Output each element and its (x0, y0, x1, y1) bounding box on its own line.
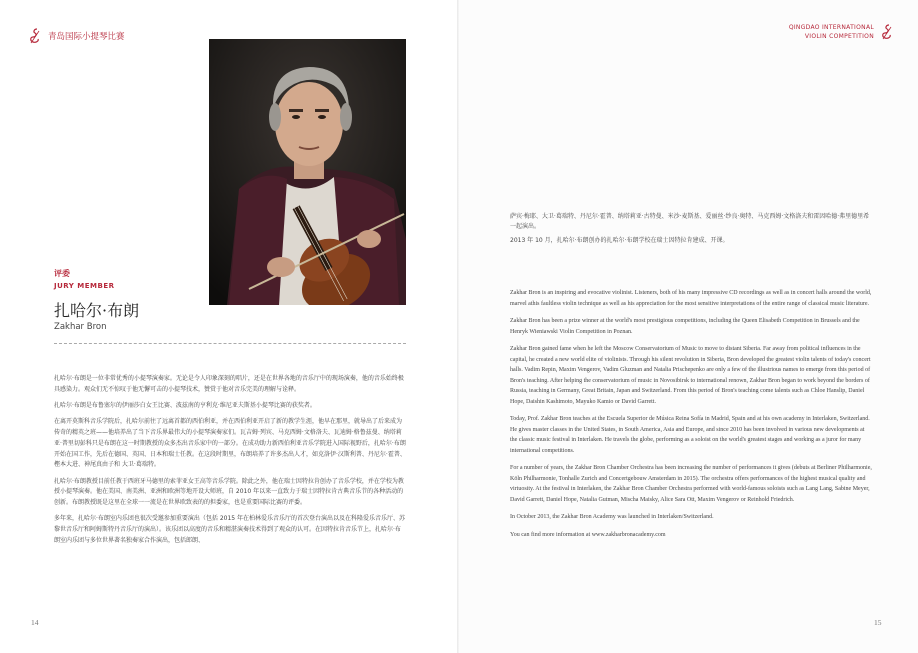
bio-paragraph-en: Today, Prof. Zakhar Bron teaches at the Escuela Superior de Música Reina Sofía in Madrid, Spain and at his own academy in Interlaken, Switzerland. He gives master classes in the United States, in South America, Asia and Europe, and since 2010 has been involved in various new developments at the classic music festival in Interlaken. He travels the globe, performing as a soloist on the world's greatest stages and working as a juror for many international competitions. (510, 416, 870, 454)
right-header (789, 24, 894, 41)
jury-name-en: Zakhar Bron (54, 322, 107, 332)
violin-logo-icon (28, 28, 42, 44)
bio-paragraph: 扎哈尔·布朗是布鲁塞尔的伊丽莎白女王比赛、波兹南的亨利克·维尼亚夫斯基小提琴比赛的获奖者。 (54, 401, 316, 409)
portrait-photo (209, 39, 406, 305)
bio-paragraph-en: For a number of years, the Zakhar Bron Chamber Orchestra has been increasing the number of performances it gives (debuts at Berliner Philharmonie, Köln Philharmonie, Tonhalle Zurich and Concertgebouw Amsterdam in 2015). The orchestra offers performances of the highest musical quality and virtuosity. At the festival in Interlaken, the Zakhar Bron Chamber Orchestra performed with world-famous soloists such as Lang Lang, Sabine Meyer, David Garrett, Daniel Hope, Natalia Gutman, Mischa Maisky, Alice Sara Ott, Maxim Vengerov or Reinhold Friedrich. (510, 465, 872, 503)
right-header-line1: QINGDAO INTERNATIONAL (788, 24, 874, 31)
right-header-title (789, 24, 874, 41)
page-number-right: 15 (874, 618, 882, 627)
bio-paragraph-en: Zakhar Bron has been a prize winner at the world's most prestigious competitions, including the Queen Elisabeth Competition in Brussels and the Henryk Wieniawski Violin Competition in Poznan. (510, 318, 860, 335)
page-number-left: 14 (31, 618, 39, 627)
bio-paragraph: 扎哈尔·布朗是一位非常优秀的小提琴演奏家。无论是令人印象深刻的唱片，还是在世界各地的音乐厅中的现场演奏，他的音乐始终极具感染力。观众们无不惊叹于他无懈可击的小提琴技术，赞赏于他对音乐完美的理解与诠释。 (54, 375, 404, 393)
bio-paragraph-en: Zakhar Bron gained fame when he left the Moscow Conservatorium of Music to move to distant Siberia. Far away from political influences in the capital, he created a new world elite of violinists. Through his silent revolution in Siberia, Bron developed the greatest violin talents of today's concert halls. Vadim Repin, Maxim Vengerov, Vadim Gluzman and Natalia Prischepenko are only a few of the illustrious names to emerge from this period of Bron's teaching. After helping the conservatorium of music in Novosibirsk to international renown, Zakhar Bron began to work beyond the borders of Russia, teaching in Germany, Great Britain, Japan and Switzerland. From this period of Bron's teaching come talents such as Chloe Hanslip, Daniel Hope, Daishin Kashimoto, Mayuko Kamio or David Garrett. (510, 346, 871, 405)
biography-cn (54, 374, 406, 552)
portrait-illustration (209, 39, 406, 305)
right-header-line2: VIOLIN COMPETITION (804, 32, 874, 40)
biography-en (510, 288, 872, 547)
biography-cn-continued (510, 212, 872, 250)
jury-label-cn: 评委 (54, 269, 70, 278)
bio-paragraph: 2013 年 10 月，扎哈尔·布朗创办的扎哈尔·布朗学校在瑞士因特拉肯建成、开课。 (510, 237, 729, 244)
bio-paragraph-en: In October 2013, the Zakhar Bron Academy was launched in Interlaken/Switzerland. (510, 514, 714, 520)
bio-paragraph: 在离开莫斯科音乐学院后，扎哈尔前往了远离首都的西伯利亚，并在西伯利亚开启了新的教学生涯，他早在那里，就导出了后来成为传奇的精英之班——他培养出了当下音乐界最伟大的小提琴演奏家们。瓦吉姆·列宾、马克西姆·文格洛夫、瓦迪姆·格鲁兹曼、纳塔莉亚·普里切彭科只是布朗在这一时期教授的众多杰出音乐家中的一部分。在成功助力新西伯利亚音乐学院进入国际视野后，扎哈尔·布朗开始在国工作，先后在德国、英国、日本和瑞士任教。在这段时期里，布朗培养了许多杰出人才，如克洛伊·汉斯利普、丹尼尔·霍普、樫本大进、神尾真由子和 大卫·葛瑞特。 (54, 418, 406, 469)
bio-paragraph-en: You can find more information at www.zakharbronacademy.com (510, 531, 666, 538)
violin-logo-icon (880, 24, 894, 40)
left-header-title: 青岛国际小提琴比赛 (48, 32, 125, 42)
bio-paragraph-en: Zakhar Bron is an inspiring and evocative violinist. Listeners, both of his many impressive CD recordings as well as in concert halls around the world, marvel athis faultless violin technique as well as his appreciation for the most sensitive interpretations of the entire range of classical music literature. (510, 290, 872, 307)
jury-name-cn: 扎哈尔·布朗 (54, 301, 140, 320)
bio-paragraph: 萨宾·梅耶、大卫·葛瑞特、丹尼尔·霍普、纳塔莉亚·古特曼、米沙·麦斯基、爱丽丝·纱良·奥特、马克西姆·文格洛夫和雷因哈德·弗里德里希一起演出。 (510, 213, 870, 230)
jury-label-en: JURY MEMBER (54, 282, 115, 290)
bio-paragraph: 扎哈尔·布朗教授目前任教于西班牙马德里的索菲亚女王高等音乐学院。除此之外，他在瑞士因特拉肯创办了音乐学校，并在学校为教授小提琴演奏。他在美国、南美洲、亚洲和欧洲等地开设大师班，自 2010 年以来一直致力于瑞士因特拉肯古典音乐节的各种活动的创新。布朗教授既是这里在全球一一流是在世界欧致表的的担委家，也是重要国际比赛的评委。 (54, 477, 404, 507)
divider (54, 343, 406, 344)
left-header (28, 28, 125, 44)
bio-paragraph: 多年来，扎哈尔·布朗室内乐团也很次受邀参加重要演出（包括 2015 年在柏林爱乐音乐厅的首次登台演出以及在科隆爱乐音乐厅、苏黎世音乐厅和阿姆斯特丹音乐厅的演出）。该乐团以高度的音乐和精湛演奏技术得到了观众的认可。在因特拉肯音乐节上，扎哈尔·布朗室内乐团与多位世界著名独奏家合作演出，包括郎朗、 (54, 515, 405, 544)
right-page (459, 0, 918, 653)
